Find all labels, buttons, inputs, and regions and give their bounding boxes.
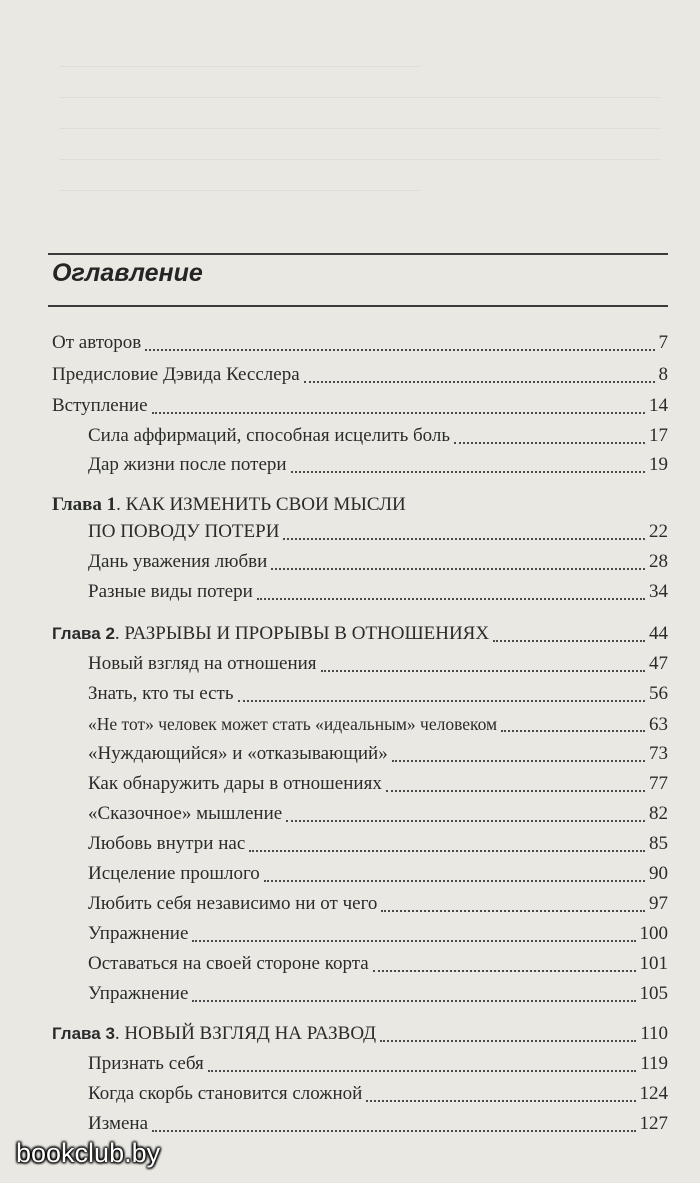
chapter-title: . НОВЫЙ ВЗГЛЯД НА РАЗВОД: [114, 1023, 377, 1044]
entry-page: 77: [649, 773, 668, 794]
entry-title: «Не тот» человек может стать «идеальным» человеком: [88, 714, 498, 734]
entry-title: Признать себя: [88, 1053, 204, 1074]
entry-page: 124: [639, 1083, 668, 1104]
entry-page: 97: [649, 893, 668, 914]
top-rule: [48, 253, 668, 255]
entry-title: Когда скорбь становится сложной: [88, 1083, 363, 1104]
entry-title: Исцеление прошлого: [88, 863, 260, 884]
dot-leader: [501, 729, 645, 732]
site-watermark: bookclub.by: [16, 1138, 161, 1168]
dot-leader: [152, 411, 645, 414]
entry-title: Сила аффирмаций, способная исцелить боль: [88, 425, 451, 446]
entry-page: 44: [649, 623, 668, 644]
dot-leader: [283, 537, 645, 540]
toc-entry[interactable]: [88, 422, 668, 450]
dot-leader: [373, 969, 636, 972]
toc-entry[interactable]: [88, 830, 668, 858]
dot-leader: [208, 1069, 636, 1072]
dot-leader: [264, 879, 645, 882]
entry-page: 85: [649, 833, 668, 854]
entry-page: 119: [640, 1053, 668, 1074]
bleed-through-text: [60, 40, 660, 195]
toc-entry[interactable]: [88, 548, 668, 576]
entry-title: Вступление: [52, 395, 148, 416]
entry-title: «Нуждающийся» и «отказывающий»: [88, 743, 388, 764]
entry-page: 17: [649, 425, 668, 446]
toc-entry[interactable]: [88, 1110, 668, 1138]
entry-title: Оставаться на своей стороне корта: [88, 953, 369, 974]
dot-leader: [271, 567, 645, 570]
dot-leader: [291, 470, 645, 473]
entry-page: 63: [649, 714, 668, 735]
toc-entry[interactable]: [88, 518, 668, 546]
toc-entry[interactable]: [88, 1050, 668, 1078]
chapter-1-heading[interactable]: [52, 491, 406, 519]
toc-entry[interactable]: [52, 1020, 668, 1048]
chapter-number: Глава 2: [52, 624, 115, 643]
entry-page: 7: [658, 332, 668, 353]
toc-entry[interactable]: [88, 680, 668, 708]
entry-page: 22: [649, 521, 668, 542]
entry-title: Новый взгляд на отношения: [88, 653, 317, 674]
entry-title: Дар жизни после потери: [88, 454, 287, 475]
entry-title: От авторов: [52, 332, 142, 353]
toc-entry[interactable]: [88, 451, 668, 479]
entry-title: Упражнение: [88, 983, 189, 1004]
entry-title: Предисловие Дэвида Кесслера: [52, 364, 300, 385]
toc-entry[interactable]: [88, 578, 668, 606]
entry-page: 34: [649, 581, 668, 602]
dot-leader: [493, 639, 645, 642]
dot-leader: [366, 1099, 635, 1102]
dot-leader: [454, 441, 645, 444]
entry-page: 73: [649, 743, 668, 764]
entry-title: «Сказочное» мышление: [88, 803, 283, 824]
toc-entry[interactable]: [88, 860, 668, 888]
dot-leader: [321, 669, 645, 672]
toc-entry[interactable]: [88, 920, 668, 948]
bottom-rule: [48, 305, 668, 307]
dot-leader: [152, 1129, 635, 1132]
entry-title: Любить себя независимо ни от чего: [88, 893, 378, 914]
toc-entry[interactable]: [52, 361, 668, 389]
toc-entry[interactable]: [88, 1080, 668, 1108]
entry-page: 28: [649, 551, 668, 572]
toc-entry[interactable]: [88, 770, 668, 798]
dot-leader: [192, 939, 635, 942]
dot-leader: [304, 380, 655, 383]
entry-title: Упражнение: [88, 923, 189, 944]
toc-entry[interactable]: [52, 620, 668, 648]
chapter-number: Глава 3: [52, 1024, 115, 1043]
dot-leader: [380, 1039, 636, 1042]
dot-leader: [249, 849, 645, 852]
entry-page: 82: [649, 803, 668, 824]
entry-title: Любовь внутри нас: [88, 833, 246, 854]
dot-leader: [286, 819, 645, 822]
entry-page: 56: [649, 683, 668, 704]
entry-title: Знать, кто ты есть: [88, 683, 234, 704]
chapter-title: . РАЗРЫВЫ И ПРОРЫВЫ В ОТНОШЕНИЯХ: [114, 623, 490, 644]
chapter-title-cont: ПО ПОВОДУ ПОТЕРИ: [88, 521, 280, 542]
toc-entry[interactable]: [88, 890, 668, 918]
entry-page: 105: [639, 983, 668, 1004]
entry-title: Дань уважения любви: [88, 551, 268, 572]
toc-entry[interactable]: [88, 950, 668, 978]
toc-entry[interactable]: [88, 650, 668, 678]
entry-title: Разные виды потери: [88, 581, 253, 602]
toc-heading: Оглавление: [52, 259, 203, 287]
dot-leader: [257, 597, 645, 600]
dot-leader: [392, 759, 645, 762]
entry-page: 110: [640, 1023, 668, 1044]
dot-leader: [381, 909, 645, 912]
entry-page: 47: [649, 653, 668, 674]
toc-entry[interactable]: [52, 392, 668, 420]
dot-leader: [238, 699, 645, 702]
entry-title: Измена: [88, 1113, 149, 1134]
toc-entry[interactable]: [88, 740, 668, 768]
entry-title: Как обнаружить дары в отношениях: [88, 773, 382, 794]
toc-entry[interactable]: [88, 710, 668, 738]
toc-entry[interactable]: [88, 800, 668, 828]
entry-page: 8: [658, 364, 668, 385]
entry-page: 100: [639, 923, 668, 944]
dot-leader: [145, 348, 654, 351]
entry-page: 101: [639, 953, 668, 974]
entry-page: 90: [649, 863, 668, 884]
entry-page: 19: [649, 454, 668, 475]
toc-entry[interactable]: [88, 980, 668, 1008]
entry-page: 127: [639, 1113, 668, 1134]
toc-entry[interactable]: [52, 329, 668, 357]
chapter-title: . КАК ИЗМЕНИТЬ СВОИ МЫСЛИ: [116, 494, 406, 515]
entry-page: 14: [649, 395, 668, 416]
dot-leader: [386, 789, 645, 792]
chapter-number: Глава 1: [52, 494, 117, 515]
dot-leader: [192, 999, 635, 1002]
